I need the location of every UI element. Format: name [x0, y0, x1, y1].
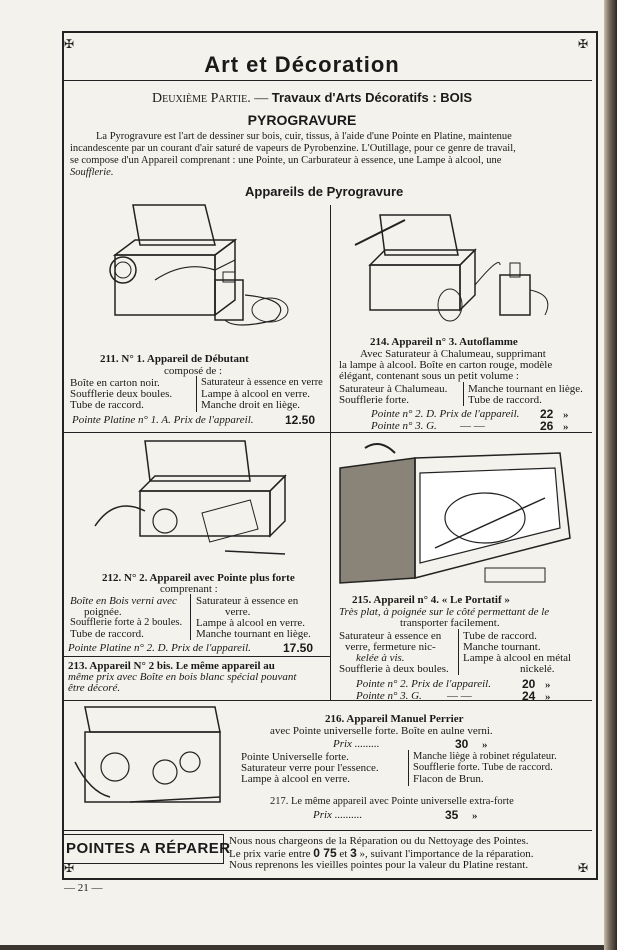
- divider-rule: [64, 432, 592, 433]
- corner-ornament: ✠: [64, 37, 75, 51]
- column-divider: [196, 376, 197, 412]
- intro-line: La Pyrogravure est l'art de dessiner sur bois, cuir, tissus, à l'aide d'une Pointe en Platine, maintenue: [96, 131, 512, 142]
- item-215-line: nickelé.: [520, 663, 555, 675]
- manuel-perrier-kit-illustration: [70, 702, 235, 822]
- item-212-price: 17.50: [283, 641, 314, 655]
- center-divider: [330, 205, 331, 700]
- header-rule: [64, 80, 592, 81]
- footer-line: Le prix varie entre 0 75 et 3 », suivant l'importance de la réparation.: [229, 846, 534, 860]
- item-215-line: kelée à vis.: [356, 652, 405, 664]
- item-212-line: verre.: [225, 606, 251, 618]
- item-216-prix: Prix .........: [333, 738, 380, 750]
- item-214-line: Tube de raccord.: [468, 394, 542, 406]
- divider-rule: [64, 700, 592, 701]
- divider-rule: [64, 656, 330, 657]
- item-214-price-line: Pointe n° 2. D. Prix de l'appareil.: [371, 408, 520, 420]
- divider-rule: [64, 830, 592, 831]
- item-215-price: 20: [522, 677, 536, 691]
- item-212-line: Manche tournant en liège.: [196, 628, 311, 640]
- item-214-price: 22: [540, 407, 554, 421]
- footer-line: Nous reprenons les vieilles pointes pour la valeur du Platine restant.: [229, 859, 529, 871]
- item-212-line: Saturateur à essence en: [196, 595, 299, 607]
- item-212-line: Boîte en Bois verni avec: [70, 595, 177, 607]
- portatif-kit-illustration: [335, 438, 585, 588]
- item-217-line: 217. Le même appareil avec Pointe universelle extra-forte: [270, 796, 514, 807]
- page-number: — 21 —: [64, 882, 103, 894]
- item-214-desc: Avec Saturateur à Chalumeau, supprimant: [360, 348, 546, 360]
- item-211-line: Boîte en carton noir.: [70, 377, 160, 389]
- item-214-line: Manche tournant en liège.: [468, 383, 583, 395]
- item-212-line: Lampe à alcool en verre.: [196, 617, 306, 629]
- column-divider: [408, 750, 409, 786]
- item-213-line: être décoré.: [68, 682, 121, 694]
- pointes-title: POINTES A RÉPARER: [66, 840, 231, 857]
- item-212-price-line: Pointe Platine n° 2. D. Prix de l'appareil.: [68, 642, 251, 654]
- autoflamme-kit-illustration: [350, 205, 560, 330]
- guillemet: »: [563, 409, 569, 421]
- item-216-line: Saturateur verre pour l'essence.: [241, 762, 379, 774]
- item-211-price: 12.50: [285, 413, 316, 427]
- column-divider: [190, 594, 191, 640]
- item-211-title: 211. N° 1. Appareil de Débutant: [100, 353, 249, 365]
- intro-line: se compose d'un Appareil comprenant : une Pointe, un Carburateur à essence, une Lampe à alcool, une: [70, 155, 502, 166]
- item-213-line: 213. Appareil N° 2 bis. Le même appareil au: [68, 660, 275, 672]
- item-211-price-line: Pointe Platine n° 1. A. Prix de l'appareil.: [72, 414, 254, 426]
- column-divider: [458, 629, 459, 675]
- appareils-title: Appareils de Pyrogravure: [245, 184, 404, 199]
- item-216-sub: avec Pointe universelle forte. Boîte en aulne verni.: [270, 725, 493, 737]
- item-211-line: Soufflerie deux boules.: [70, 388, 173, 400]
- section-label: Travaux d'Arts Décoratifs : BOIS: [271, 90, 473, 105]
- item-213-line: même prix avec Boîte en bois blanc spécial pouvant: [68, 671, 297, 683]
- debutant-kit-illustration: [95, 200, 315, 340]
- corner-ornament: ✠: [578, 37, 589, 51]
- item-211-sub: composé de :: [164, 365, 223, 377]
- pointe-forte-kit-illustration: [85, 436, 320, 566]
- item-216-line: Manche liège à robinet régulateur.: [413, 751, 557, 762]
- item-216-title: 216. Appareil Manuel Perrier: [325, 713, 464, 725]
- guillemet: »: [472, 810, 478, 822]
- item-215-line: verre, fermeture nic-: [345, 641, 436, 653]
- intro-line: incandescente par un courant d'air saturé de vapeurs de Pyrobenzine. L'Outillage, pour ce genre de travail,: [70, 143, 516, 154]
- item-214-price: 26: [540, 419, 554, 433]
- item-216-line: Pointe Universelle forte.: [241, 751, 349, 763]
- ditto-marks: — —: [447, 690, 472, 702]
- dash: —: [254, 91, 269, 106]
- section-line: [152, 90, 472, 107]
- item-215-desc: transporter facilement.: [400, 617, 500, 629]
- ditto-marks: — —: [460, 420, 485, 432]
- item-211-line: Lampe à alcool en verre.: [201, 388, 311, 400]
- item-214-title: 214. Appareil n° 3. Autoflamme: [370, 336, 518, 348]
- item-216-line: Soufflerie forte. Tube de raccord.: [413, 762, 553, 773]
- corner-ornament: ✠: [64, 861, 75, 875]
- item-214-desc: élégant, contenant sous un petit volume :: [339, 370, 519, 382]
- book-spine: [604, 0, 617, 950]
- part-label: Deuxième Partie.: [152, 91, 251, 106]
- item-215-line: Manche tournant.: [463, 641, 541, 653]
- item-214-line: Soufflerie forte.: [339, 394, 410, 406]
- item-212-line: poignée.: [84, 606, 122, 618]
- item-215-line: Soufflerie à deux boules.: [339, 663, 449, 675]
- item-211-line: Tube de raccord.: [70, 399, 144, 411]
- item-217-price: 35: [445, 808, 459, 822]
- item-215-line: Saturateur à essence en: [339, 630, 442, 642]
- item-211-line: Manche droit en liège.: [201, 399, 300, 411]
- item-215-line: Tube de raccord.: [463, 630, 537, 642]
- item-214-line: Saturateur à Chalumeau.: [339, 383, 448, 395]
- guillemet: »: [545, 679, 551, 691]
- item-214-price-line: Pointe n° 3. G.: [371, 420, 437, 432]
- item-215-price: 24: [522, 689, 536, 703]
- item-215-line: Lampe à alcool en métal: [463, 652, 572, 664]
- page-title: Art et Décoration: [204, 52, 400, 77]
- item-212-title: 212. N° 2. Appareil avec Pointe plus forte: [102, 572, 295, 584]
- intro-line: Soufflerie.: [70, 167, 114, 178]
- item-217-prix: Prix ..........: [313, 809, 363, 821]
- item-212-sub: comprenant :: [160, 583, 218, 595]
- column-divider: [463, 382, 464, 406]
- item-216-line: Lampe à alcool en verre.: [241, 773, 351, 785]
- item-215-price-line: Pointe n° 3. G.: [356, 690, 422, 702]
- item-216-line: Flacon de Brun.: [413, 773, 484, 785]
- item-216-price: 30: [455, 737, 469, 751]
- item-215-price-line: Pointe n° 2. Prix de l'appareil.: [356, 678, 491, 690]
- guillemet: »: [482, 739, 488, 751]
- item-212-line: Tube de raccord.: [70, 628, 144, 640]
- item-211-line: Saturateur à essence en verre: [201, 377, 323, 388]
- item-214-desc: la lampe à alcool. Boîte en carton rouge, modèle: [339, 359, 553, 371]
- item-215-title: 215. Appareil n° 4. « Le Portatif »: [352, 594, 510, 606]
- item-212-line: Soufflerie forte à 2 boules.: [70, 617, 183, 628]
- section-heading: PYROGRAVURE: [247, 112, 357, 128]
- guillemet: »: [545, 691, 551, 703]
- item-215-desc: Très plat, à poignée sur le côté permettant de le: [339, 606, 550, 618]
- corner-ornament: ✠: [578, 861, 589, 875]
- guillemet: »: [563, 421, 569, 433]
- footer-line: Nous nous chargeons de la Réparation ou du Nettoyage des Pointes.: [229, 835, 529, 847]
